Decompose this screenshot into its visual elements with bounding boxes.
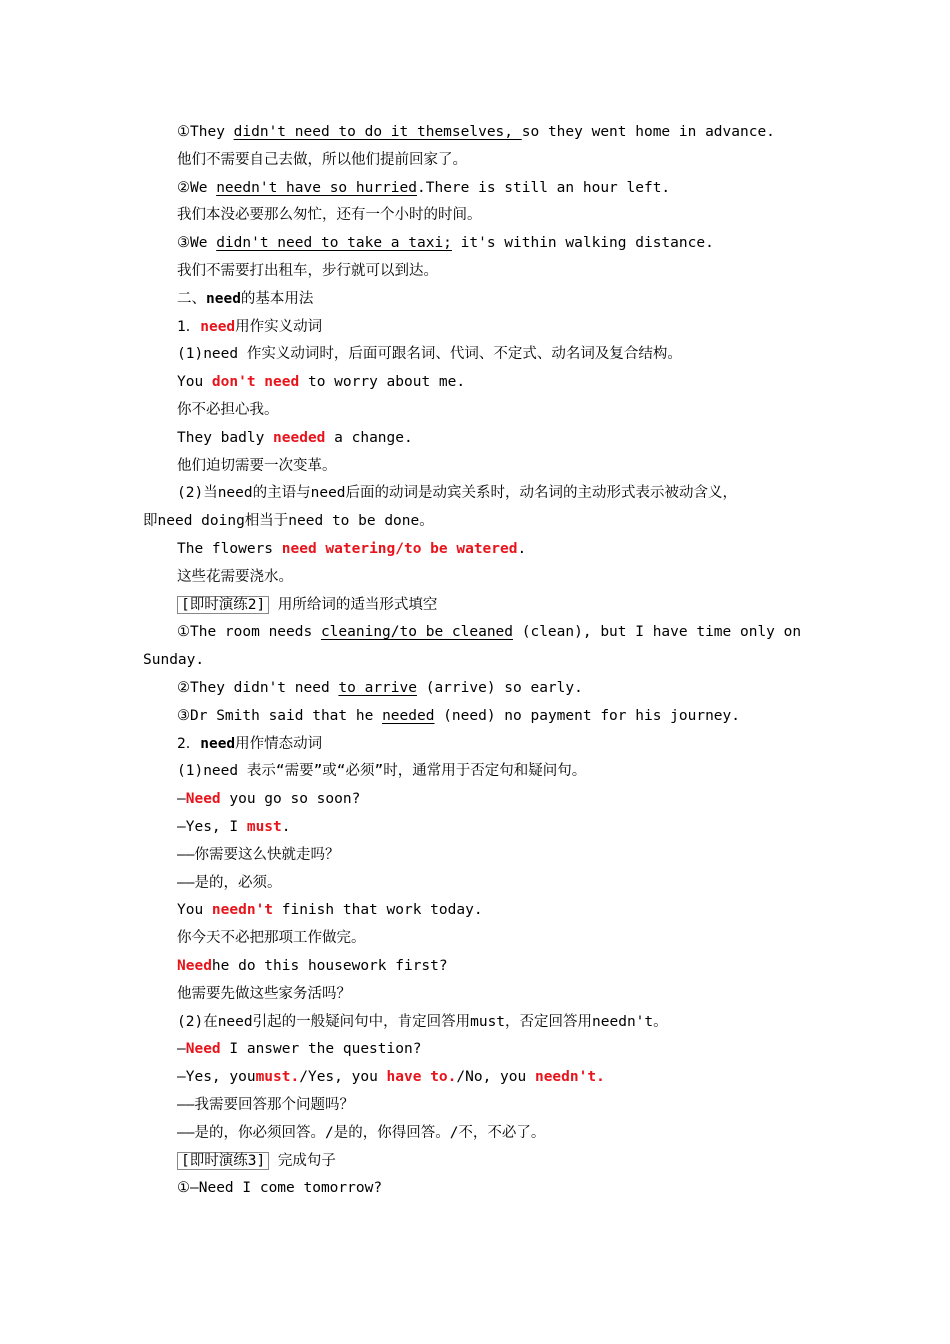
text-segment: ①The room needs bbox=[177, 624, 321, 641]
text-line bbox=[177, 1178, 820, 1198]
exercise-tag: [即时演练2] bbox=[177, 596, 269, 614]
text-segment: 用作情态动词 bbox=[235, 735, 323, 752]
text-segment: 他们不需要自己去做，所以他们提前回家了。 bbox=[177, 151, 467, 168]
answer-underline: cleaning/to be cleaned bbox=[320, 624, 514, 641]
text-segment: 你今天不必把那项工作做完。 bbox=[177, 930, 366, 947]
answer-underline: needn't have so hurried bbox=[216, 179, 417, 196]
text-line bbox=[143, 511, 820, 531]
text-line bbox=[177, 539, 820, 559]
highlight-text: have to. bbox=[386, 1069, 457, 1086]
text-segment: —Yes, you bbox=[177, 1069, 256, 1086]
text-segment: 二、 bbox=[177, 290, 206, 307]
text-segment: 我们本没必要那么匆忙，还有一个小时的时间。 bbox=[177, 207, 482, 224]
text-segment: ——你需要这么快就走吗？ bbox=[177, 846, 340, 863]
text-line bbox=[177, 817, 820, 837]
highlight-text: must. bbox=[255, 1069, 300, 1086]
text-segment: ③We bbox=[177, 235, 217, 252]
text-line bbox=[177, 1151, 820, 1171]
text-line bbox=[177, 1039, 820, 1059]
text-segment: finish that work today. bbox=[273, 902, 483, 919]
text-line bbox=[177, 1012, 820, 1032]
text-segment: You bbox=[177, 374, 212, 391]
text-line bbox=[177, 233, 820, 253]
text-line bbox=[177, 483, 820, 503]
text-segment: I answer the question? bbox=[220, 1041, 422, 1058]
text-line bbox=[177, 956, 820, 976]
text-segment: — bbox=[177, 791, 186, 808]
text-line bbox=[177, 261, 820, 281]
text-line bbox=[177, 428, 820, 448]
text-segment: You bbox=[177, 902, 212, 919]
text-segment: 1． bbox=[177, 318, 201, 335]
text-line bbox=[177, 845, 820, 865]
text-segment: (2)在need引起的一般疑问句中，肯定回答用must，否定回答用needn't。 bbox=[177, 1013, 668, 1030]
text-segment: . bbox=[281, 819, 291, 835]
text-segment: Sunday. bbox=[143, 652, 205, 669]
text-segment: it's within walking distance. bbox=[451, 235, 714, 252]
text-line bbox=[177, 567, 820, 587]
text-segment: (1)need 作实义动词时，后面可跟名词、代词、不定式、动名词及复合结构。 bbox=[177, 346, 682, 363]
text-segment: 用所给词的适当形式填空 bbox=[269, 596, 438, 613]
text-line bbox=[143, 650, 820, 670]
text-segment: ——我需要回答那个问题吗？ bbox=[177, 1097, 354, 1113]
text-segment: ②We bbox=[177, 179, 217, 196]
text-segment: ——是的，必须。 bbox=[177, 874, 282, 891]
text-line bbox=[177, 789, 820, 809]
text-segment: 完成句子 bbox=[269, 1152, 336, 1169]
highlight-text: Need bbox=[185, 791, 221, 808]
text-segment: . bbox=[517, 541, 527, 557]
text-line bbox=[177, 178, 820, 198]
text-line bbox=[177, 1123, 820, 1143]
text-line bbox=[177, 1067, 820, 1087]
text-segment: need bbox=[206, 290, 241, 307]
text-segment: ①—Need I come tomorrow? bbox=[177, 1180, 383, 1197]
text-segment: 他需要先做这些家务活吗？ bbox=[177, 985, 351, 1002]
text-segment: 你不必担心我。 bbox=[177, 402, 279, 418]
text-line bbox=[177, 205, 820, 225]
answer-underline: needed bbox=[382, 707, 435, 724]
text-line bbox=[177, 456, 820, 476]
text-segment: so they went home in advance. bbox=[521, 124, 775, 140]
highlight-text: need bbox=[200, 318, 236, 335]
text-line bbox=[177, 344, 820, 364]
text-segment: /Yes, you bbox=[299, 1069, 387, 1086]
text-line bbox=[177, 289, 820, 309]
text-segment: 的基本用法 bbox=[240, 290, 314, 307]
text-segment: 他们迫切需要一次变革。 bbox=[177, 457, 337, 474]
highlight-text: Need bbox=[177, 958, 212, 974]
text-line bbox=[177, 400, 820, 420]
text-segment: need bbox=[200, 735, 236, 752]
text-segment: you go so soon? bbox=[220, 791, 361, 808]
text-segment: (2)当need的主语与need后面的动词是动宾关系时，动名词的主动形式表示被动含义， bbox=[177, 485, 738, 502]
highlight-text: must bbox=[246, 819, 282, 835]
answer-underline: to arrive bbox=[338, 680, 417, 696]
text-line bbox=[177, 900, 820, 920]
highlight-text: needn't. bbox=[534, 1069, 605, 1086]
highlight-text: Need bbox=[185, 1041, 221, 1058]
text-segment: 用作实义动词 bbox=[235, 318, 323, 335]
highlight-text: needed bbox=[273, 429, 326, 446]
text-segment: (1)need 表示“需要”或“必须”时，通常用于否定句和疑问句。 bbox=[177, 763, 587, 780]
text-segment: 2． bbox=[177, 735, 201, 752]
text-segment: (clean), but I have time only on bbox=[513, 624, 802, 641]
text-line bbox=[177, 873, 820, 893]
text-line bbox=[177, 706, 820, 726]
text-segment: .There is still an hour left. bbox=[417, 179, 671, 196]
text-segment: ——是的，你必须回答。/是的，你得回答。/不，不必了。 bbox=[177, 1124, 546, 1141]
text-segment: —Yes, I bbox=[177, 819, 247, 835]
text-segment: ①They bbox=[177, 124, 234, 140]
text-line bbox=[177, 761, 820, 781]
answer-underline: didn't need to do it themselves, bbox=[233, 124, 522, 140]
text-line bbox=[177, 317, 820, 337]
text-line bbox=[177, 678, 820, 698]
text-segment: (arrive) so early. bbox=[416, 680, 583, 696]
text-segment: — bbox=[177, 1041, 186, 1058]
text-segment: (need) no payment for his journey. bbox=[434, 707, 740, 724]
text-segment: ③Dr Smith said that he bbox=[177, 707, 383, 724]
answer-underline: didn't need to take a taxi; bbox=[216, 235, 452, 252]
highlight-text: don't need bbox=[211, 374, 300, 391]
text-line bbox=[177, 595, 820, 615]
text-segment: 我们不需要打出租车，步行就可以到达。 bbox=[177, 263, 438, 279]
text-line bbox=[177, 122, 820, 142]
text-segment: 这些花需要浇水。 bbox=[177, 568, 293, 585]
exercise-tag: [即时演练3] bbox=[177, 1152, 269, 1170]
text-segment: 即need doing相当于need to be done。 bbox=[143, 513, 434, 530]
text-line bbox=[177, 1095, 820, 1115]
text-line bbox=[177, 928, 820, 948]
text-segment: he do this housework first? bbox=[211, 958, 448, 974]
text-line bbox=[177, 150, 820, 170]
highlight-text: need watering/to be watered bbox=[281, 541, 518, 557]
highlight-text: needn't bbox=[211, 902, 274, 919]
text-segment: /No, you bbox=[456, 1069, 535, 1086]
text-line bbox=[177, 734, 820, 754]
text-segment: to worry about me. bbox=[299, 374, 466, 391]
text-line bbox=[177, 372, 820, 392]
text-line bbox=[177, 984, 820, 1004]
text-segment: The flowers bbox=[177, 541, 282, 557]
text-segment: a change. bbox=[325, 429, 413, 446]
text-segment: ②They didn't need bbox=[177, 680, 339, 696]
text-segment: They badly bbox=[177, 429, 274, 446]
text-line bbox=[177, 622, 820, 642]
